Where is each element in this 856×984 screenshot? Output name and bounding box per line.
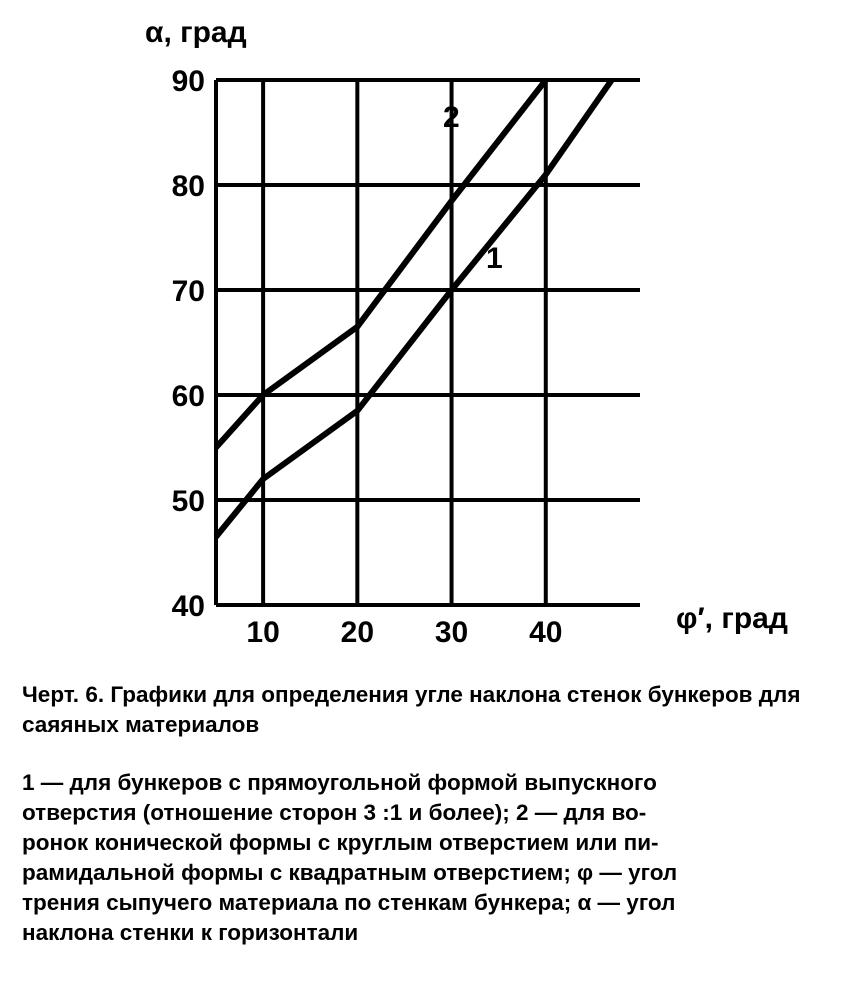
y-tick-label: 70 xyxy=(171,275,205,308)
y-tick-label: 90 xyxy=(171,65,205,98)
y-tick-label: 40 xyxy=(171,590,205,623)
y-tick-label: 60 xyxy=(171,380,205,413)
y-tick-label: 80 xyxy=(171,170,205,203)
legend-line: трения сыпучего материала по стенкам бункера; α — угол xyxy=(22,890,676,915)
x-tick-label: 20 xyxy=(340,616,375,649)
series-line-1 xyxy=(216,80,612,537)
series-label-1: 1 xyxy=(486,242,503,275)
legend-line: 1 — для бункеров с прямоугольной формой выпускного xyxy=(22,770,657,795)
series-label-2: 2 xyxy=(443,101,460,134)
chart-series xyxy=(216,80,612,537)
legend-line: наклона стенки к горизонтали xyxy=(22,920,359,945)
figure-caption: Черт. 6. Графики для определения угле наклона стенок бункеров для саяяных материалов xyxy=(22,682,801,737)
y-tick-label: 50 xyxy=(171,485,205,518)
legend-line: ронок конической формы с круглым отверстием или пи- xyxy=(22,830,659,855)
figure-legend xyxy=(22,768,842,948)
x-axis-label: φ′, град xyxy=(676,602,788,635)
x-tick-label: 10 xyxy=(246,616,280,649)
chart-tick-labels xyxy=(172,65,563,649)
x-tick-label: 30 xyxy=(434,616,469,649)
chart-grid xyxy=(216,80,640,605)
legend-line: отверстия (отношение сторон 3 :1 и более); 2 — для во- xyxy=(22,800,647,825)
legend-line: рамидальной формы с квадратным отверстием; φ — угол xyxy=(22,860,678,885)
x-tick-label: 40 xyxy=(529,616,563,649)
y-axis-label: α, град xyxy=(145,16,247,49)
